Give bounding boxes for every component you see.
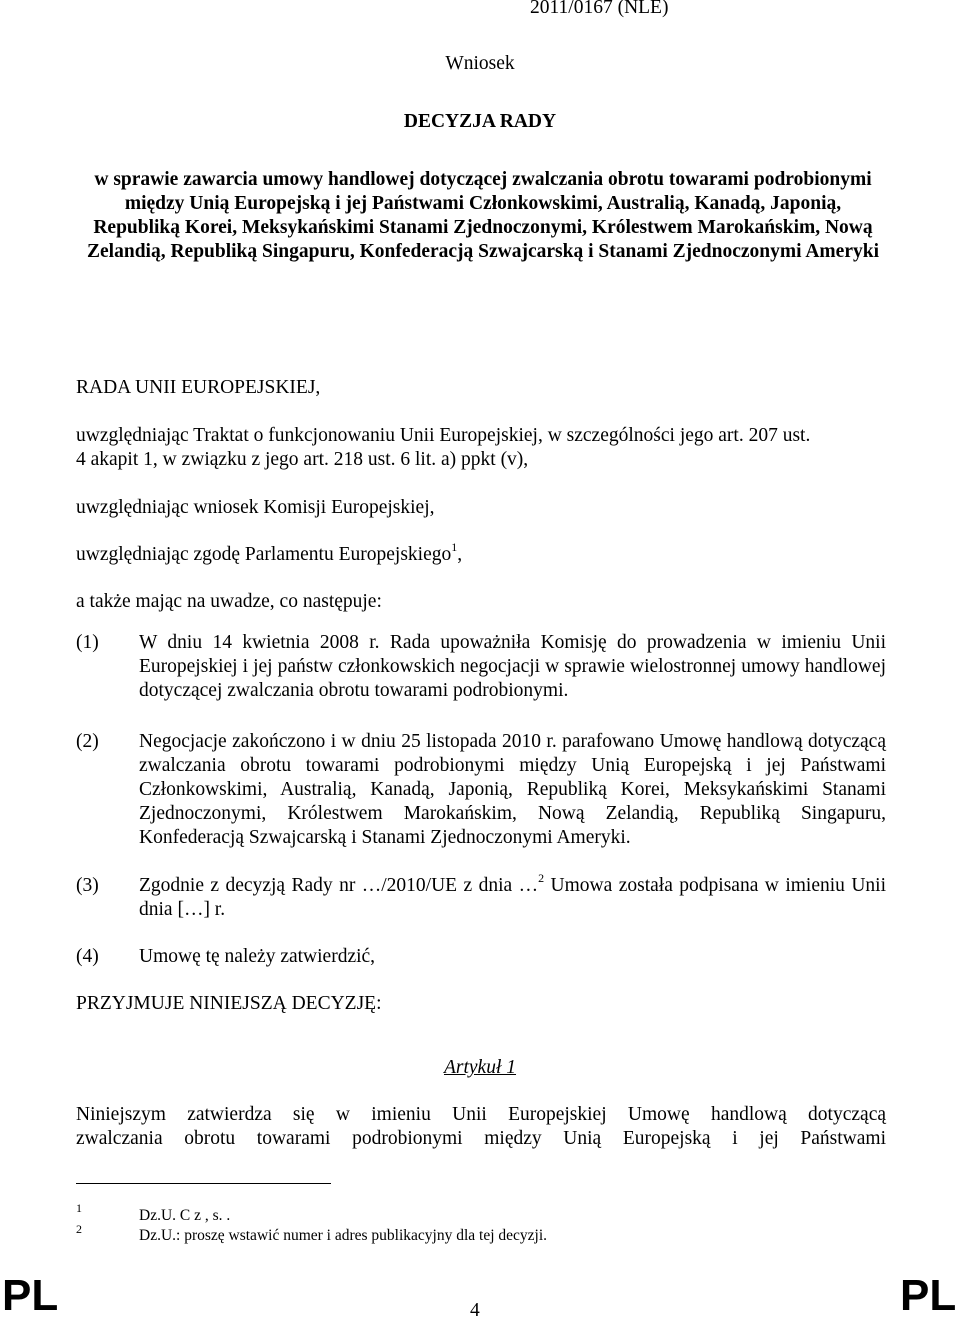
citation-parliament-end: , xyxy=(457,544,463,565)
citation-parliament-text: uwzględniając zgodę Parlamentu Europejskiego xyxy=(76,544,452,565)
citation-treaty-line2: 4 akapit 1, w związku z jego art. 218 ust. 6 lit. a) ppkt (v), xyxy=(76,449,529,470)
recital-text: W dniu 14 kwietnia 2008 r. Rada upoważniła Komisję do prowadzenia w imieniu Unii Europejskiej i jej państw członkowskich negocjacji w sprawie wielostronnej umowy handlowej dotyczącej zwalczania obrotu towarami podrobionymi. xyxy=(139,632,886,701)
recital-number: (2) xyxy=(76,731,99,752)
recital-text xyxy=(139,870,886,922)
document-type xyxy=(0,53,960,75)
recital-text: Umowę tę należy zatwierdzić, xyxy=(139,946,376,967)
footnote-number: 2 xyxy=(76,1222,82,1236)
recital-number: (1) xyxy=(76,632,99,653)
language-code-left: PL xyxy=(2,1271,59,1320)
decision-title xyxy=(0,111,960,133)
recital-number: (4) xyxy=(76,946,99,967)
council-heading: RADA UNII EUROPEJSKIEJ, xyxy=(76,377,321,398)
footnote-number: 1 xyxy=(76,1201,82,1215)
citation-treaty-line1: uwzględniając Traktat o funkcjonowaniu Unii Europejskiej, w szczególności jego art. 207 ust. xyxy=(76,425,811,446)
page-number: 4 xyxy=(470,1300,480,1321)
article-text-line1: Niniejszym zatwierdza się w imieniu Unii Europejskiej Umowę handlową dotyczącą xyxy=(76,1104,886,1125)
decision-title-label: DECYZJA RADY xyxy=(403,111,557,132)
footnote-separator xyxy=(76,1183,331,1184)
recital-text: Negocjacje zakończono i w dniu 25 listopada 2010 r. parafowano Umowę handlową dotyczącą zwalczania obrotu towarami podrobionymi między Unią Europejską i jej Państwami Członkowskimi, Australią, Kanadą, Japonią, Republiką Korei, Meksykańskimi Stanami Zjednoczonymi, Królestwem Marokańskim, Nową Zelandią, Republiką Singapuru, Konfederacją Szwajcarską i Stanami Zjednoczonymi Ameryki. xyxy=(139,731,886,848)
footnote-ref-2[interactable]: 2 xyxy=(538,870,545,885)
language-code-right: PL xyxy=(900,1271,957,1320)
article-heading-label: Artykuł 1 xyxy=(443,1057,517,1078)
enacting-formula: PRZYJMUJE NINIEJSZĄ DECYZJĘ: xyxy=(76,993,382,1014)
recital-number: (3) xyxy=(76,875,99,896)
whereas-intro: a także mając na uwadze, co następuje: xyxy=(76,591,382,612)
recital-3-text-after: Umowa została podpisana w imieniu Unii dnia […] r. xyxy=(139,875,886,920)
document-type-label: Wniosek xyxy=(445,53,515,74)
article-heading xyxy=(0,1057,960,1079)
footnote-text: Dz.U. C z , s. . xyxy=(139,1207,231,1224)
footnote-text: Dz.U.: proszę wstawić numer i adres publikacyjny dla tej decyzji. xyxy=(139,1227,548,1244)
footnote-ref-1[interactable]: 1 xyxy=(451,539,458,554)
decision-subject: w sprawie zawarcia umowy handlowej dotyczącej zwalczania obrotu towarami podrobionymi między Unią Europejską i jej Państwami Członkowskimi, Australią, Kanadą, Japonią, Republiką Korei, Meksykańskimi Stanami Zjednoczonymi, Królestwem Marokańskim, Nową Zelandią, Republiką Singapuru, Konfederacją Szwajcarską i Stanami Zjednoczonymi Ameryki xyxy=(87,169,879,262)
document-reference: 2011/0167 (NLE) xyxy=(530,0,669,18)
article-text-line2: zwalczania obrotu towarami podrobionymi między Unią Europejską i jej Państwami xyxy=(76,1128,886,1149)
recital-3-text-before: Zgodnie z decyzją Rady nr …/2010/UE z dnia … xyxy=(139,875,539,896)
citation-parliament xyxy=(76,539,886,567)
citation-commission: uwzględniając wniosek Komisji Europejskiej, xyxy=(76,497,435,518)
